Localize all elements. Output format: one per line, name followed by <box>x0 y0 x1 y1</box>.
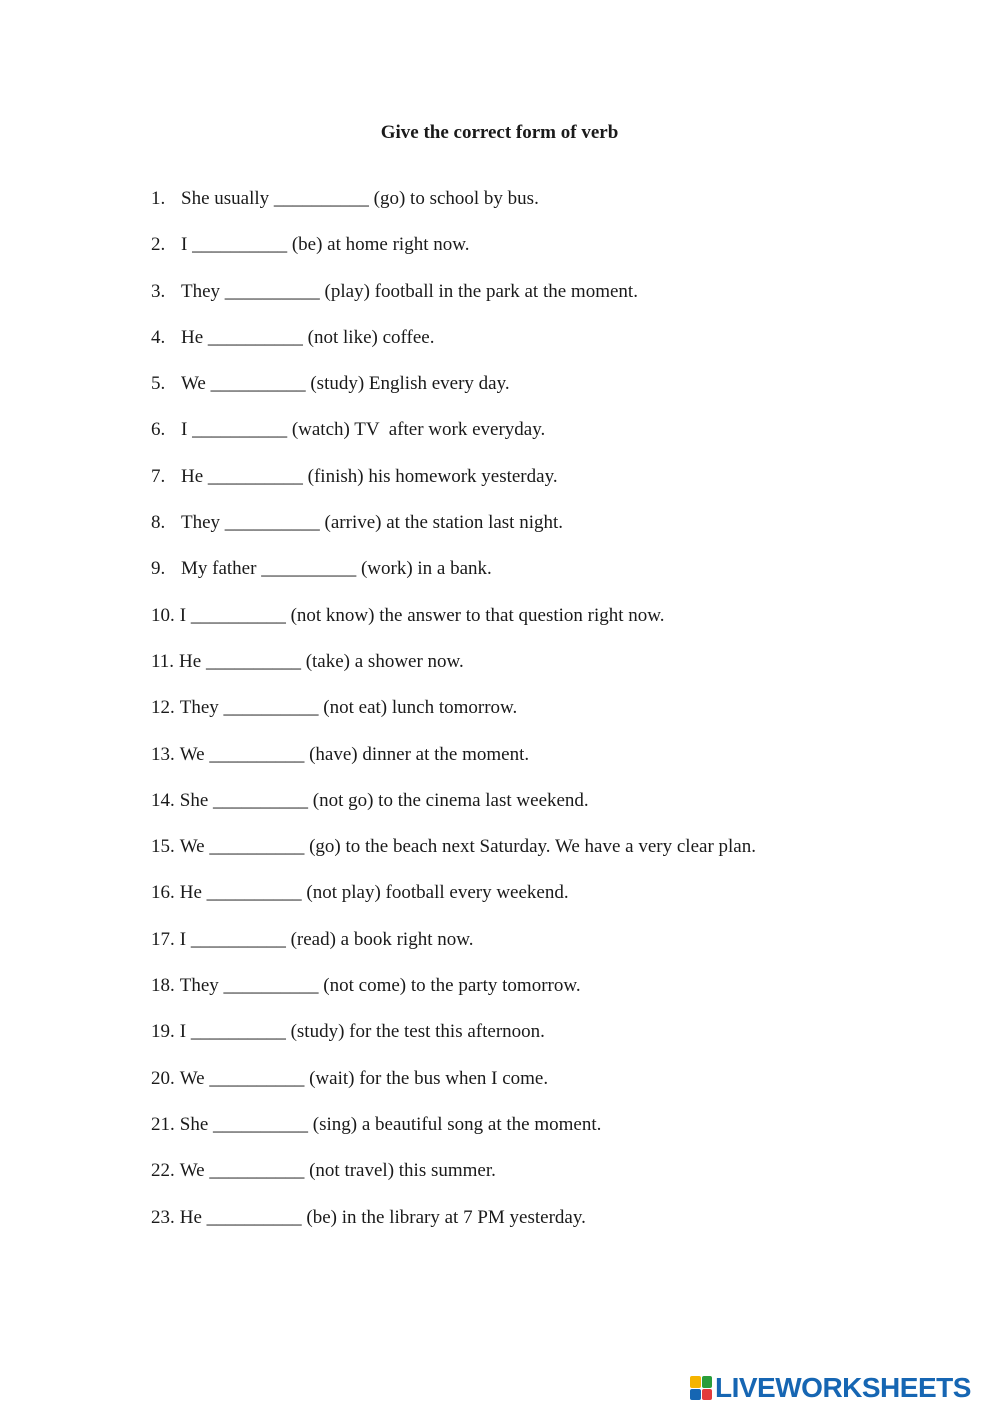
list-item <box>151 1019 951 1065</box>
item-text: I __________ (not know) the answer to that question right now. <box>179 604 665 626</box>
liveworksheets-logo <box>690 1373 971 1403</box>
item-number: 13. <box>151 743 175 765</box>
list-item <box>151 1205 951 1251</box>
item-number: 9. <box>151 558 166 580</box>
list-item <box>151 788 951 834</box>
item-text: We __________ (study) English every day. <box>181 373 510 395</box>
item-number: 11. <box>151 650 175 672</box>
item-text: I __________ (be) at home right now. <box>181 234 470 256</box>
item-number: 8. <box>151 512 166 534</box>
liveworksheets-logo-icon <box>690 1376 712 1400</box>
list-item <box>151 417 951 463</box>
item-number: 22. <box>151 1160 175 1182</box>
list-item <box>151 556 951 602</box>
list-item <box>151 973 951 1019</box>
item-text: He __________ (finish) his homework yesterday. <box>181 465 558 487</box>
list-item <box>151 464 951 510</box>
item-text: They __________ (arrive) at the station last night. <box>181 512 564 534</box>
list-item <box>151 510 951 556</box>
item-text: I __________ (watch) TV after work everyday. <box>181 419 546 441</box>
list-item <box>151 371 951 417</box>
item-number: 21. <box>151 1113 175 1135</box>
logo-square-icon <box>690 1376 701 1388</box>
item-text: I __________ (study) for the test this afternoon. <box>179 1021 545 1043</box>
item-text: We __________ (have) dinner at the moment. <box>179 743 530 765</box>
item-number: 3. <box>151 280 166 302</box>
item-number: 2. <box>151 234 166 256</box>
item-number: 16. <box>151 882 175 904</box>
list-item <box>151 1112 951 1158</box>
list-item <box>151 325 951 371</box>
item-number: 23. <box>151 1206 175 1228</box>
list-item <box>151 603 951 649</box>
item-text: I __________ (read) a book right now. <box>179 928 474 950</box>
item-number: 19. <box>151 1021 175 1043</box>
item-number: 15. <box>151 836 175 858</box>
item-text: We __________ (not travel) this summer. <box>179 1160 496 1182</box>
list-item <box>151 186 951 232</box>
item-number: 14. <box>151 789 175 811</box>
list-item <box>151 232 951 278</box>
logo-square-icon <box>702 1389 713 1401</box>
item-number: 17. <box>151 928 175 950</box>
list-item <box>151 695 951 741</box>
item-number: 18. <box>151 975 175 997</box>
list-item <box>151 279 951 325</box>
item-number: 10. <box>151 604 175 626</box>
item-number: 1. <box>151 188 166 209</box>
item-text: They __________ (not come) to the party tomorrow. <box>179 975 581 997</box>
logo-square-icon <box>690 1389 701 1401</box>
item-text: He __________ (be) in the library at 7 PM yesterday. <box>179 1206 586 1228</box>
item-text: He __________ (not like) coffee. <box>181 326 435 348</box>
list-item <box>151 1066 951 1112</box>
page-title: Give the correct form of verb <box>380 122 619 143</box>
list-item <box>151 834 951 880</box>
item-number: 6. <box>151 419 166 441</box>
list-item <box>151 649 951 695</box>
item-number: 4. <box>151 326 166 348</box>
item-number: 7. <box>151 465 166 487</box>
item-text: She usually __________ (go) to school by bus. <box>181 188 539 209</box>
item-text: She __________ (sing) a beautiful song at the moment. <box>179 1113 602 1135</box>
item-text: We __________ (go) to the beach next Saturday. We have a very clear plan. <box>179 836 756 858</box>
item-text: They __________ (play) football in the park at the moment. <box>181 280 638 302</box>
list-item <box>151 880 951 926</box>
item-text: He __________ (take) a shower now. <box>179 650 464 672</box>
list-item <box>151 742 951 788</box>
item-number: 12. <box>151 697 175 719</box>
list-item <box>151 927 951 973</box>
logo-square-icon <box>702 1376 713 1388</box>
item-number: 20. <box>151 1067 175 1089</box>
item-number: 5. <box>151 373 166 395</box>
list-item <box>151 1158 951 1204</box>
item-text: She __________ (not go) to the cinema last weekend. <box>179 789 589 811</box>
item-text: He __________ (not play) football every weekend. <box>179 882 569 904</box>
exercise-list <box>151 186 951 1251</box>
item-text: They __________ (not eat) lunch tomorrow. <box>179 697 518 719</box>
item-text: We __________ (wait) for the bus when I come. <box>179 1067 549 1089</box>
logo-text: LIVEWORKSHEETS <box>715 1372 971 1403</box>
item-text: My father __________ (work) in a bank. <box>181 558 492 580</box>
